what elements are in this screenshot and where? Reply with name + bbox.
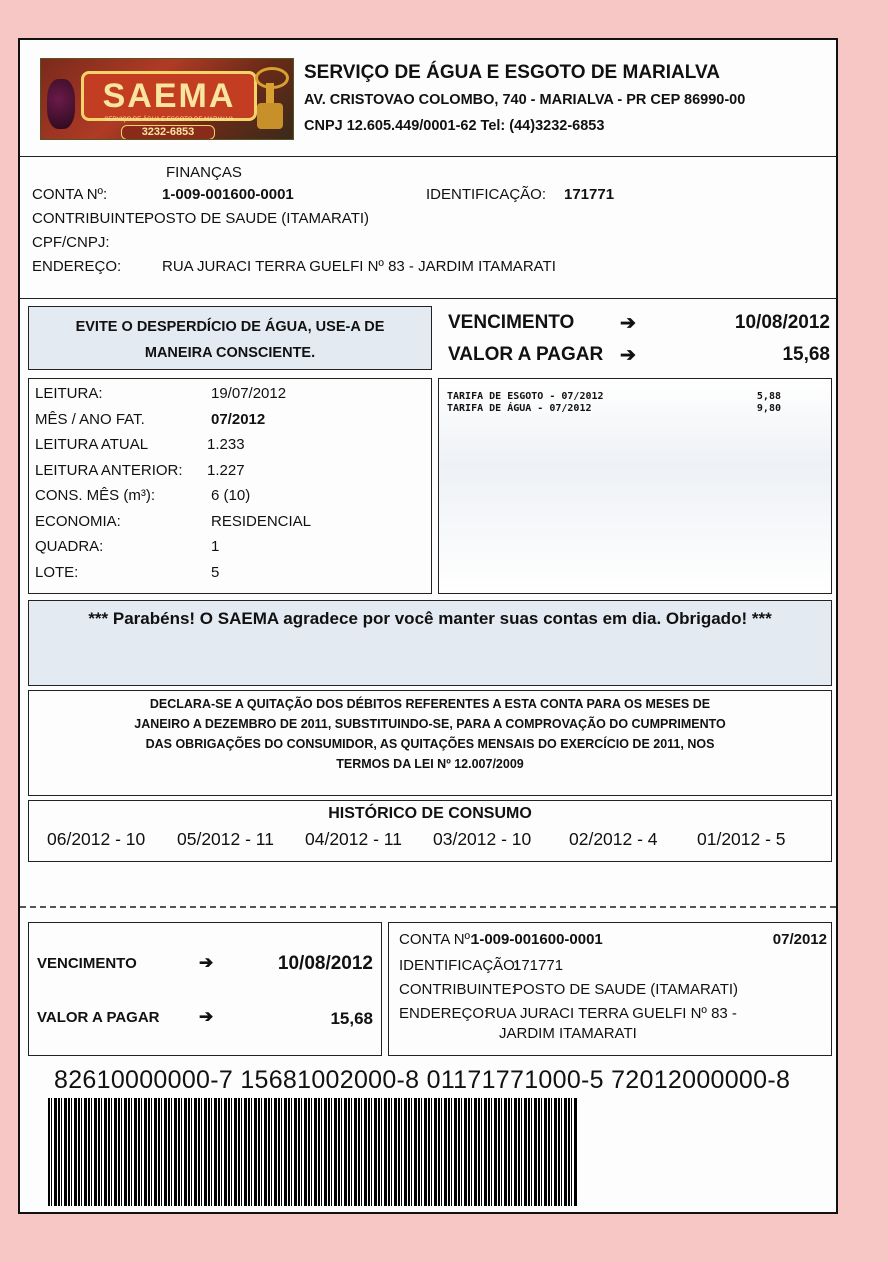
reading-label: LEITURA:	[35, 385, 103, 402]
reading-label: ECONOMIA:	[35, 512, 121, 530]
arrow-icon: ➔	[620, 345, 636, 366]
stub-endereco-value-2: JARDIM ITAMARATI	[499, 1025, 637, 1042]
declaration-line-1: DECLARA-SE A QUITAÇÃO DOS DÉBITOS REFERENTES A ESTA CONTA PARA OS MESES DE	[149, 697, 711, 711]
grapes-icon	[47, 79, 75, 129]
stub-conta-label: CONTA Nº:	[399, 931, 475, 948]
cpf-label: CPF/CNPJ:	[32, 234, 110, 251]
amount-label: VALOR A PAGAR	[448, 344, 604, 365]
notice-line-1: EVITE O DESPERDÍCIO DE ÁGUA, USE-A DE	[75, 319, 385, 335]
company-name: SERVIÇO DE ÁGUA E ESGOTO DE MARIALVA	[304, 62, 720, 83]
stub-ident-value: 171771	[513, 957, 564, 974]
due-date-label: VENCIMENTO	[448, 312, 575, 333]
charge-description: TARIFA DE ESGOTO - 07/2012	[447, 391, 604, 402]
stub-account-box	[388, 922, 832, 1056]
cut-line	[20, 906, 836, 908]
water-bill	[18, 38, 838, 1214]
stub-contrib-value: POSTO DE SAUDE (ITAMARATI)	[513, 981, 739, 998]
reading-label: MÊS / ANO FAT.	[35, 410, 145, 428]
conta-value: 1-009-001600-0001	[162, 186, 294, 203]
due-date-value: 10/08/2012	[734, 312, 830, 333]
reading-value: 19/07/2012	[211, 385, 287, 402]
stub-amount-label: VALOR A PAGAR	[37, 1009, 160, 1026]
saema-logo	[40, 58, 294, 140]
reading-label: LEITURA ATUAL	[35, 436, 149, 453]
declaration-line-3: DAS OBRIGAÇÕES DO CONSUMIDOR, AS QUITAÇÕES MENSAIS DO EXERCÍCIO DE 2011, NOS	[145, 737, 715, 751]
consumption-history	[28, 800, 832, 862]
reading-value: 5	[211, 563, 220, 581]
history-item: 03/2012 - 10	[433, 829, 532, 849]
notice-line-2: MANEIRA CONSCIENTE.	[144, 345, 316, 361]
thanks-banner	[28, 600, 832, 686]
arrow-icon: ➔	[199, 953, 214, 972]
endereco-label: ENDEREÇO:	[32, 258, 122, 275]
history-item: 04/2012 - 11	[305, 829, 402, 849]
reading-value: 6 (10)	[211, 487, 251, 504]
stub-month: 07/2012	[772, 931, 827, 948]
charge-value: 5,88	[756, 391, 781, 402]
section-label: FINANÇAS	[166, 164, 242, 181]
divider	[20, 156, 836, 157]
thanks-message: *** Parabéns! O SAEMA agradece por você manter suas contas em dia. Obrigado! ***	[88, 609, 772, 628]
charge-description: TARIFA DE ÁGUA - 07/2012	[447, 403, 592, 414]
reading-label: QUADRA:	[35, 538, 104, 555]
conta-label: CONTA Nº:	[32, 186, 108, 203]
contrib-label: CONTRIBUINTE:	[32, 210, 149, 227]
company-cnpj: CNPJ 12.605.449/0001-62 Tel: (44)3232-6853	[304, 118, 605, 134]
reading-value: 07/2012	[211, 410, 266, 428]
stub-due-box	[28, 922, 382, 1056]
declaration-line-2: JANEIRO A DEZEMBRO DE 2011, SUBSTITUINDO-SE, PARA A COMPROVAÇÃO DO CUMPRIMENTO	[134, 717, 726, 731]
reading-label: LOTE:	[35, 563, 79, 581]
stub-due-value: 10/08/2012	[277, 953, 373, 974]
logo-phone: 3232-6853	[121, 125, 215, 140]
meter-reading-box	[28, 378, 432, 594]
debt-declaration	[28, 690, 832, 796]
reading-label: LEITURA ANTERIOR:	[35, 461, 183, 479]
stub-contrib-label: CONTRIBUINTE:	[399, 981, 516, 998]
contrib-value: POSTO DE SAUDE (ITAMARATI)	[144, 210, 370, 227]
amount-value: 15,68	[782, 344, 830, 365]
history-item: 06/2012 - 10	[47, 829, 146, 849]
ident-label: IDENTIFICAÇÃO:	[426, 186, 547, 203]
reading-value: RESIDENCIAL	[211, 512, 312, 530]
history-item: 05/2012 - 11	[177, 829, 274, 849]
logo-wordmark: SAEMA	[81, 71, 257, 121]
logo-subtitle: SERVIÇO DE ÁGUA E ESGOTO DE MARIALVA	[104, 117, 234, 123]
company-address: AV. CRISTOVAO COLOMBO, 740 - MARIALVA - PR CEP 86990-00	[304, 92, 746, 108]
endereco-value: RUA JURACI TERRA GUELFI Nº 83 - JARDIM ITAMARATI	[162, 258, 556, 275]
arrow-icon: ➔	[199, 1007, 214, 1026]
history-item: 01/2012 - 5	[697, 829, 786, 849]
stub-due-label: VENCIMENTO	[37, 955, 137, 972]
barcode-number: 82610000000-7 15681002000-8 01171771000-5 72012000000-8	[54, 1066, 791, 1094]
reading-value: 1	[211, 538, 220, 555]
reading-value: 1.233	[207, 436, 245, 453]
water-valve-icon	[255, 67, 285, 131]
arrow-icon: ➔	[620, 313, 636, 334]
reading-value: 1.227	[207, 461, 245, 479]
stub-amount-value: 15,68	[330, 1009, 373, 1028]
history-item: 02/2012 - 4	[569, 829, 658, 849]
ident-value: 171771	[564, 186, 615, 203]
reading-label: CONS. MÊS (m³):	[35, 487, 155, 504]
history-title: HISTÓRICO DE CONSUMO	[328, 805, 532, 822]
conservation-notice	[28, 306, 432, 370]
stub-ident-label: IDENTIFICAÇÃO:	[399, 957, 520, 974]
stub-conta-value: 1-009-001600-0001	[471, 931, 603, 948]
charges-box	[438, 378, 832, 594]
barcode-image	[48, 1098, 578, 1206]
divider	[20, 298, 836, 299]
declaration-line-4: TERMOS DA LEI Nº 12.007/2009	[336, 757, 524, 771]
stub-endereco-label: ENDEREÇO:	[399, 1005, 489, 1022]
charge-value: 9,80	[756, 403, 781, 414]
stub-endereco-value: RUA JURACI TERRA GUELFI Nº 83 -	[485, 1005, 737, 1022]
